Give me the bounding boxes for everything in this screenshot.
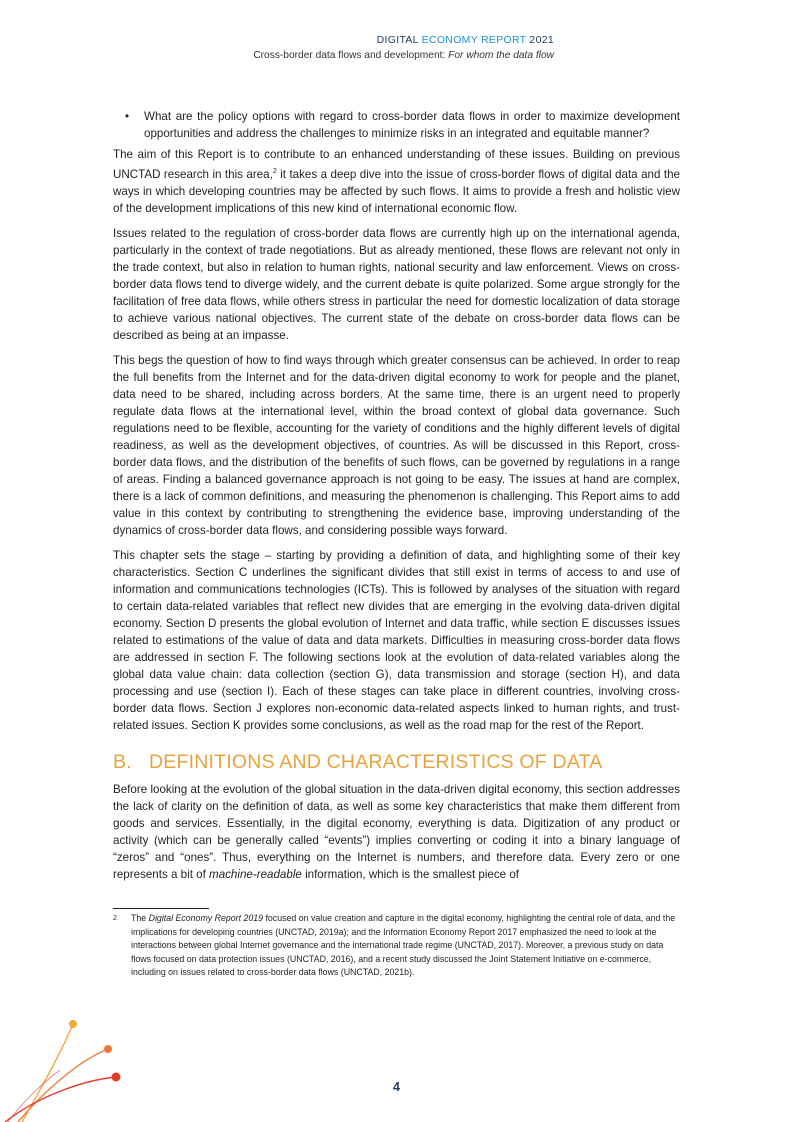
dot-yellow bbox=[69, 1020, 77, 1028]
section-heading bbox=[113, 750, 680, 774]
decorative-swoosh-graphic bbox=[0, 1010, 140, 1122]
report-subtitle: Cross-border data flows and development: For whom the data flow bbox=[253, 50, 554, 61]
section-number: B. bbox=[113, 750, 132, 773]
swoosh-line-yellow bbox=[22, 1024, 73, 1122]
paragraph: The aim of this Report is to contribute to an enhanced understanding of these issues. Building on previous UNCTAD research in this area,$^2$ it takes a deep dive into the issue of cross-border flows of digital data and the ways in which developing countries may be affected by such flows. It aims to provide a fresh and holistic view of the development implications of this new kind of international economic flow. bbox=[113, 148, 680, 215]
paragraph: This begs the question of how to find ways through which greater consensus can be achieved. In order to reap the full benefits from the Internet and for the data-driven digital economy to work for people and the planet, data need to be shared, including across borders. At the same time, there is an urgent need to properly regulate data flows at the international level, within the broad context of global data governance. Such regulations need to be flexible, accounting for the variety of conditions and the highly different levels of digital readiness, as well as the development objectives, of countries. As will be discussed in this Report, cross-border data flows, and the distribution of the benefits of such flows, can be governed by regulations in a range of areas. Finding a balanced governance approach is not going to be easy. The issues at hand are complex, there is a lack of common definitions, and measuring the phenomenon is challenging. This Report aims to add value in this context by contributing to strengthening the evidence base, improving understanding of the dynamics of cross-border data flows, and considering possible ways forward. bbox=[113, 353, 680, 537]
footnote-text: The Digital Economy Report 2019 focused on value creation and capture in the digital economy, highlighting the central role of data, and the implications for developing countries (UNCTAD, 2019a); and the Information Economy Report 2017 emphasized the need to look at the interactions between global Internet governance and the international trade regime (UNCTAD, 2017). Moreover, a previous study on data flows focused on data protection issues (UNCTAD, 2016), and a recent study discussed the Joint Statement Initiative on e-commerce, including on issues related to cross-border data flows (UNCTAD, 2021b). bbox=[131, 913, 676, 978]
paragraph: Issues related to the regulation of cross-border data flows are currently high up on the international agenda, particularly in the context of trade negotiations. But as already mentioned, these flows are relevant not only in the trade context, but also in relation to human rights, national security and law enforcement. Views on cross-border data flows tend to diverge widely, and the current debate is quite polarized. Some argue strongly for the facilitation of free data flows, while others stress in particular the need for domestic localization of data storage to achieve various national objectives. The current state of the debate on cross-border data flows can be described as being at an impasse. bbox=[113, 226, 680, 342]
running-header bbox=[253, 33, 554, 63]
paragraph: This chapter sets the stage – starting by providing a definition of data, and highlighting some of their key characteristics. Section C underlines the significant divides that still exist in terms of access to and use of information and communications technologies (ICTs). This is followed by analyses of the situation with regard to certain data-related variables that reflect new divides that are emerging in the evolving data-driven digital economy. Section D presents the global evolution of Internet and data traffic, while section E discusses issues related to estimations of the value of data and data markets. Difficulties in measuring cross-border data flows are addressed in section F. The following sections look at the evolution of data-related variables along the global data value chain: data collection (section G), data transmission and storage (section H), and data processing and use (section I). Each of these stages can take place in different countries, involving cross-border data flows. Section J explores non-economic data-related aspects linked to human rights, and trust-related issues. Section K provides some conclusions, as well as the road map for the rest of the Report. bbox=[113, 548, 680, 732]
bullet-icon: • bbox=[125, 110, 130, 123]
footnote-reference[interactable]: 2 bbox=[272, 168, 277, 175]
dot-orange bbox=[104, 1045, 112, 1053]
paragraph: Before looking at the evolution of the global situation in the data-driven digital economy, this section addresses the lack of clarity on the definition of data, as well as some key characteristics that make them different from goods and services. Essentially, in the digital economy, everything is data. Digitization of any product or activity (which can be generally called “events”) implies converting or coding it into a binary language of “zeros” and “ones”. Thus, everything on the Internet is numbers, and therefore data. Every zero or one represents a bit of machine-readable information, which is the smallest piece of bbox=[113, 782, 680, 881]
report-title: DIGITAL ECONOMY REPORT 2021 bbox=[376, 34, 554, 46]
body-text bbox=[113, 108, 680, 891]
page-number: 4 bbox=[393, 1080, 400, 1094]
footnote bbox=[113, 912, 680, 980]
bullet-item: • What are the policy options with regard to cross-border data flows in order to maximize development opportunities and address the challenges to minimize risks in an integrated and equitable manner? bbox=[125, 110, 680, 140]
footnote-divider bbox=[113, 908, 209, 909]
footnote-number: 2 bbox=[113, 915, 117, 922]
section-title: DEFINITIONS AND CHARACTERISTICS OF DATA bbox=[149, 750, 603, 773]
